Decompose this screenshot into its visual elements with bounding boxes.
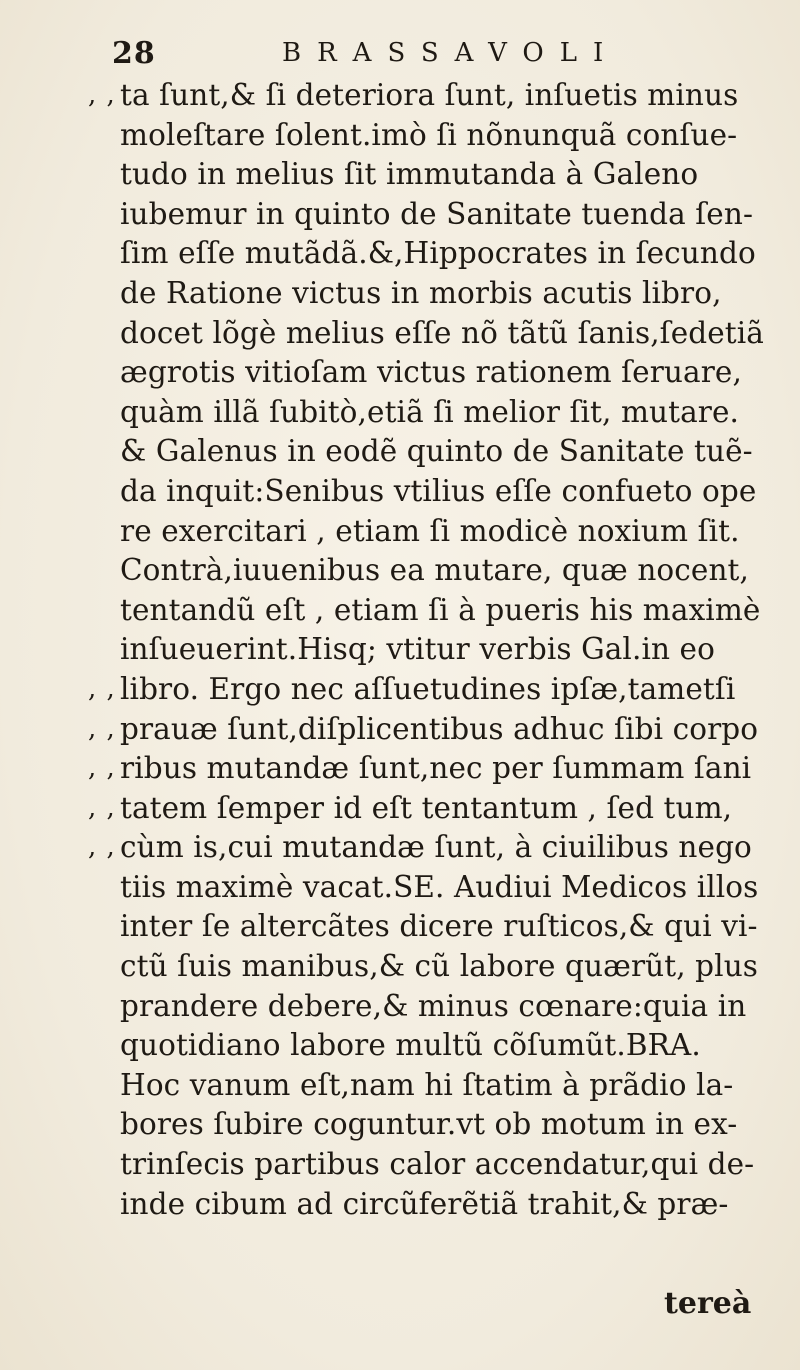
line-text: inſueuerint.Hisq; vtitur verbis Gal.in eo (120, 632, 715, 667)
line-text: libro. Ergo nec aſſuetudines ipſæ,tametſi (120, 671, 736, 706)
text-line (0, 670, 800, 710)
line-text: inter ſe altercãtes dicere ruſticos,& qui vi- (120, 909, 758, 944)
text-line (0, 353, 800, 393)
line-text: da inquit:Senibus vtilius eſſe confueto ope (120, 473, 757, 508)
line-text: docet lõgè melius eſſe nõ tãtũ ſanis,ſedetiã (120, 315, 764, 350)
line-text: moleſtare ſolent.imò ſi nõnunquã conſue- (120, 117, 738, 152)
text-line (0, 195, 800, 235)
text-line (0, 1026, 800, 1066)
text-line (0, 551, 800, 591)
line-text: re exercitari , etiam ſi modicè noxium ſit. (120, 513, 740, 548)
line-text: inde cibum ad circũferẽtiã trahit,& præ- (120, 1186, 729, 1221)
catchword: tereà (664, 1286, 752, 1321)
line-text: Contrà,iuuenibus ea mutare, quæ nocent, (120, 553, 749, 588)
body-text (0, 76, 800, 1224)
text-line (0, 314, 800, 354)
text-line (0, 789, 800, 829)
line-text: de Ratione victus in morbis acutis libro, (120, 275, 722, 310)
quotation-marker: , , (88, 80, 116, 110)
text-line (0, 947, 800, 987)
line-text: tiis maximè vacat.SE. Audiui Medicos illos (120, 869, 759, 904)
text-line (0, 907, 800, 947)
text-line (0, 591, 800, 631)
quotation-marker: , , (88, 673, 116, 704)
text-line (0, 749, 800, 789)
page-number: 28 (112, 36, 156, 71)
line-text: & Galenus in eodẽ quinto de Sanitate tuẽ- (120, 434, 753, 469)
text-line (0, 432, 800, 472)
text-line (0, 868, 800, 908)
text-line (0, 234, 800, 274)
text-line (0, 1066, 800, 1106)
text-line (0, 828, 800, 868)
line-text: ſim eſſe mutãdã.&,Hippocrates in ſecundo (120, 236, 756, 271)
text-line (0, 987, 800, 1027)
line-text: ribus mutandæ ſunt,nec per ſummam ſani (120, 751, 752, 786)
line-text: bores ſubire coguntur.vt ob motum in ex- (120, 1107, 738, 1142)
line-text: tentandũ eſt , etiam ſi à pueris his maximè (120, 592, 761, 627)
line-text: cùm is,cui mutandæ ſunt, à ciuilibus nego (120, 830, 752, 865)
text-line (0, 1185, 800, 1225)
line-text: ctũ ſuis manibus,& cũ labore quærũt, plus (120, 949, 759, 984)
line-text: tudo in melius ſit immutanda à Galeno (120, 157, 699, 192)
text-line (0, 1145, 800, 1185)
page-header (0, 36, 800, 76)
line-text: tatem ſemper id eſt tentantum , ſed tum, (120, 790, 733, 825)
line-text: quàm illã ſubitò,etiã ſi melior ſit, mutare. (120, 394, 740, 429)
text-line (0, 76, 800, 116)
line-text: iubemur in quinto de Sanitate tuenda ſen- (120, 196, 754, 231)
text-line (0, 274, 800, 314)
line-text: trinſecis partibus calor accendatur,qui de- (120, 1147, 755, 1182)
line-text: ægrotis vitioſam victus rationem ſeruare, (120, 355, 742, 390)
text-line (0, 155, 800, 195)
line-text: Hoc vanum eſt,nam hi ſtatim à prãdio la- (120, 1067, 734, 1102)
text-line (0, 630, 800, 670)
text-line (0, 710, 800, 750)
text-line (0, 472, 800, 512)
text-line (0, 512, 800, 552)
text-line (0, 393, 800, 433)
line-text: ta ſunt,& ſi deteriora ſunt, inſuetis minus (120, 78, 739, 112)
quotation-marker: , , (88, 832, 116, 863)
quotation-marker: , , (88, 713, 116, 744)
quotation-marker: , , (88, 792, 116, 823)
text-line (0, 1105, 800, 1145)
line-text: quotidiano labore multũ cõſumũt.BRA. (120, 1028, 701, 1063)
quotation-marker: , , (88, 753, 116, 784)
text-line (0, 116, 800, 156)
running-head: BRASSAVOLI (282, 38, 620, 68)
line-text: prauæ ſunt,diſplicentibus adhuc ſibi corpo (120, 711, 759, 746)
line-text: prandere debere,& minus cœnare:quia in (120, 988, 747, 1023)
